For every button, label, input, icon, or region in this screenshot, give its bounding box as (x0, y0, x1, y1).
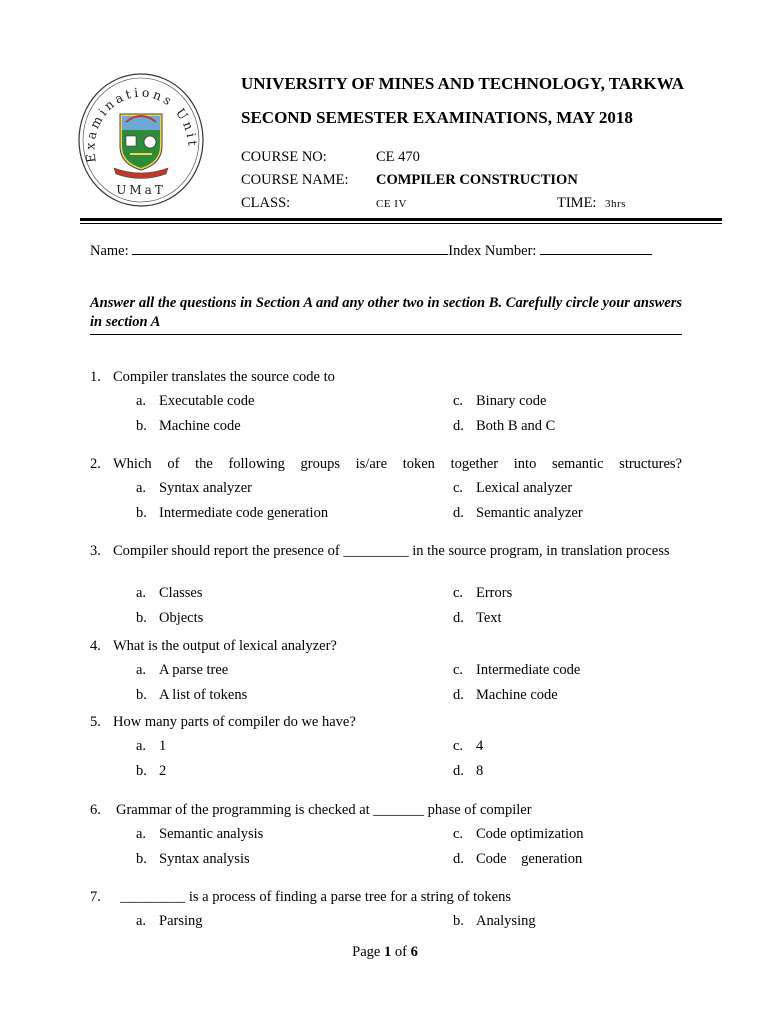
option-text: 8 (476, 763, 484, 779)
answer-option[interactable] (453, 480, 572, 497)
question-text: How many parts of compiler do we have? (113, 714, 356, 730)
answer-option[interactable] (136, 763, 166, 780)
question-number: 3. (90, 543, 101, 559)
option-letter: b. (136, 851, 147, 867)
option-letter: d. (453, 418, 464, 434)
page-number: 1 (383, 944, 392, 960)
seal-bottom-text: UMaT (116, 183, 166, 197)
question-text: Which of the following groups is/are token together into semantic structures? (113, 456, 682, 472)
option-letter: c. (453, 393, 464, 409)
option-letter: a. (136, 393, 147, 409)
option-text: 2 (159, 763, 167, 779)
option-letter: c. (453, 738, 464, 754)
name-label: Name: (90, 243, 129, 259)
option-text: Errors (476, 585, 513, 601)
question-number: 2. (90, 456, 101, 472)
answer-option[interactable] (453, 662, 580, 679)
option-text: Text (476, 610, 502, 626)
course-name-value: COMPILER CONSTRUCTION (376, 172, 578, 188)
page-total: 6 (410, 944, 418, 960)
course-no-label: COURSE NO: (241, 149, 327, 165)
option-text: Executable code (159, 393, 255, 409)
option-letter: c. (453, 662, 464, 678)
question-number: 1. (90, 369, 101, 385)
option-letter: a. (136, 738, 147, 754)
option-text: Semantic analyzer (476, 505, 583, 521)
option-letter: d. (453, 687, 464, 703)
option-letter: c. (453, 826, 464, 842)
answer-option[interactable] (453, 505, 583, 522)
answer-option[interactable] (136, 480, 252, 497)
option-letter: b. (453, 913, 464, 929)
question-number: 6. (90, 802, 101, 818)
answer-option[interactable] (453, 851, 582, 868)
option-text: A list of tokens (159, 687, 248, 703)
of-word: of (394, 944, 407, 960)
instructions: Answer all the questions in Section A and any other two in section B. Carefully circle your answers in section A (90, 294, 682, 335)
option-letter: a. (136, 585, 147, 601)
option-letter: b. (136, 610, 147, 626)
answer-option[interactable] (453, 418, 555, 435)
course-no-value: CE 470 (376, 149, 420, 165)
option-letter: d. (453, 610, 464, 626)
answer-option[interactable] (136, 610, 203, 627)
option-text: Machine code (159, 418, 241, 434)
page-word: Page (352, 944, 381, 960)
answer-option[interactable] (453, 826, 584, 843)
answer-option[interactable] (453, 738, 483, 755)
answer-option[interactable] (136, 738, 166, 755)
option-text: 1 (159, 738, 167, 754)
university-name: UNIVERSITY OF MINES AND TECHNOLOGY, TARKWA (241, 74, 685, 93)
option-letter: d. (453, 763, 464, 779)
option-text: Binary code (476, 393, 547, 409)
option-text: Machine code (476, 687, 558, 703)
option-letter: d. (453, 505, 464, 521)
answer-option[interactable] (136, 851, 250, 868)
answer-option[interactable] (136, 393, 254, 410)
university-seal (76, 70, 206, 210)
class-value: CE IV (376, 198, 407, 210)
option-text: Both B and C (476, 418, 556, 434)
answer-option[interactable] (136, 826, 263, 843)
option-text: Analysing (476, 913, 536, 929)
course-name-label: COURSE NAME: (241, 172, 349, 188)
exam-title: SECOND SEMESTER EXAMINATIONS, MAY 2018 (241, 108, 633, 127)
answer-option[interactable] (136, 585, 203, 602)
answer-option[interactable] (453, 687, 558, 704)
option-text: Code generation (476, 851, 583, 867)
answer-option[interactable] (136, 913, 203, 930)
option-text: Code optimization (476, 826, 584, 842)
question-text: _________ is a process of finding a parse tree for a string of tokens (120, 889, 511, 905)
option-letter: d. (453, 851, 464, 867)
option-text: Semantic analysis (159, 826, 264, 842)
answer-option[interactable] (453, 913, 536, 930)
question-number: 4. (90, 638, 101, 654)
answer-option[interactable] (136, 418, 241, 435)
option-letter: b. (136, 763, 147, 779)
time-label: TIME: (557, 195, 597, 211)
answer-option[interactable] (453, 763, 483, 780)
answer-option[interactable] (453, 393, 546, 410)
answer-option[interactable] (453, 585, 512, 602)
option-text: Intermediate code (476, 662, 581, 678)
crest-icon (114, 114, 168, 179)
page-footer (0, 944, 770, 961)
question-number: 5. (90, 714, 101, 730)
question-text: Compiler should report the presence of _________ in the source program, in translation process (113, 543, 670, 559)
answer-option[interactable] (136, 687, 247, 704)
option-text: A parse tree (159, 662, 229, 678)
option-letter: b. (136, 687, 147, 703)
option-text: Syntax analyzer (159, 480, 253, 496)
option-text: Objects (159, 610, 204, 626)
question-text: Compiler translates the source code to (113, 369, 335, 385)
option-letter: a. (136, 662, 147, 678)
option-text: Syntax analysis (159, 851, 250, 867)
option-text: 4 (476, 738, 484, 754)
option-text: Intermediate code generation (159, 505, 329, 521)
option-letter: b. (136, 505, 147, 521)
option-text: Classes (159, 585, 203, 601)
header-divider (80, 218, 722, 221)
question-text: Grammar of the programming is checked at _______ phase of compiler (116, 802, 532, 818)
time-value: 3hrs (605, 198, 626, 210)
option-letter: c. (453, 585, 464, 601)
index-label: Index Number: (448, 243, 537, 259)
student-info-row (90, 241, 652, 260)
option-text: Lexical analyzer (476, 480, 573, 496)
question-text: What is the output of lexical analyzer? (113, 638, 337, 654)
answer-option[interactable] (136, 662, 228, 679)
option-letter: a. (136, 826, 147, 842)
question-number: 7. (90, 889, 101, 905)
answer-option[interactable] (136, 505, 328, 522)
option-letter: b. (136, 418, 147, 434)
seal-ring-text: Examinations Unit (82, 84, 201, 164)
option-letter: a. (136, 480, 147, 496)
header-divider-thin (80, 223, 722, 224)
class-label: CLASS: (241, 195, 291, 211)
answer-option[interactable] (453, 610, 502, 627)
option-letter: a. (136, 913, 147, 929)
name-field[interactable] (132, 241, 448, 255)
option-letter: c. (453, 480, 464, 496)
index-number-field[interactable] (540, 241, 652, 255)
option-text: Parsing (159, 913, 203, 929)
